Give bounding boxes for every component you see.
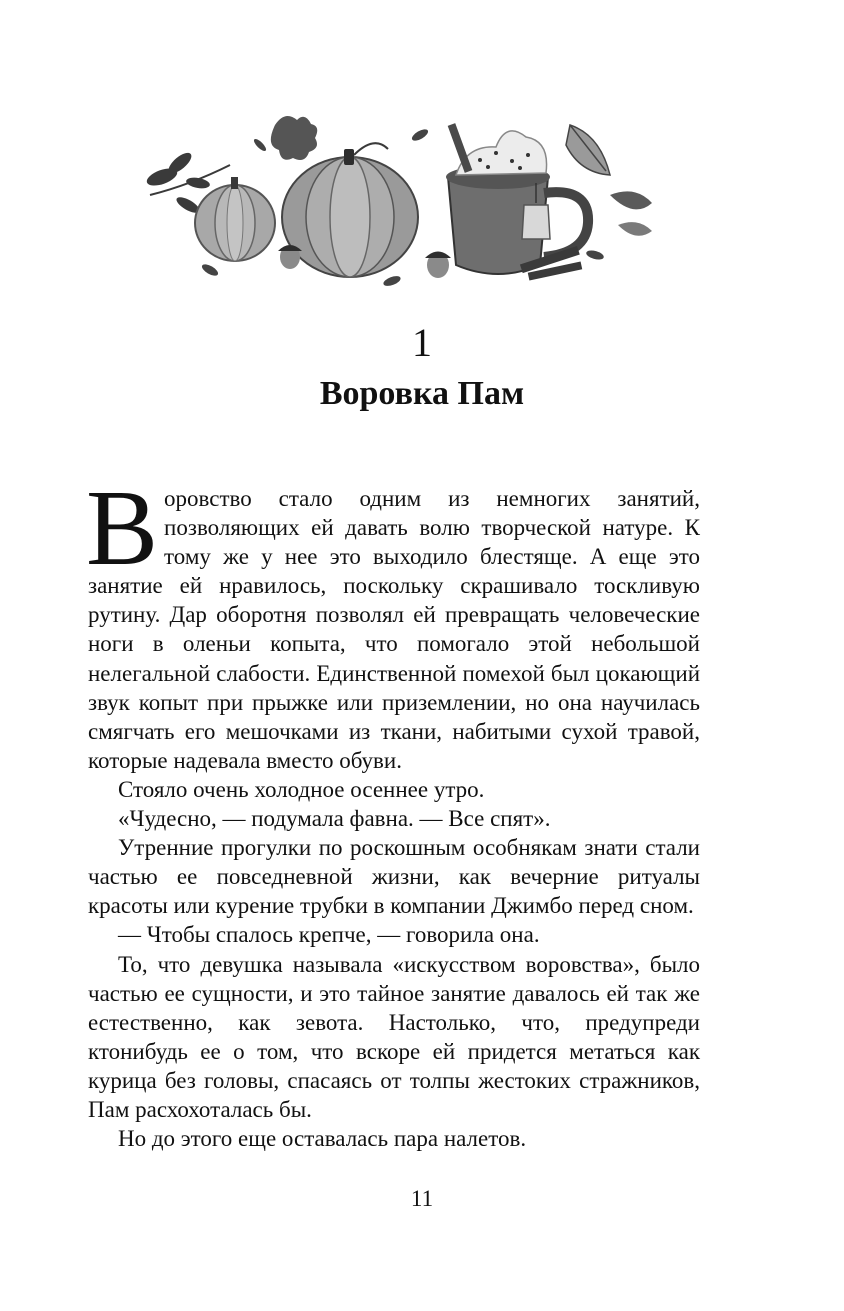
paragraph: — Чтобы спалось крепче, — говорила она. [118, 922, 540, 948]
drop-cap: В [86, 469, 159, 588]
page-number: 11 [410, 1186, 434, 1211]
paragraph: Но до этого еще оставалась пара налетов. [118, 1126, 527, 1152]
paragraph: Стояло очень холодное осеннее утро. [118, 776, 485, 802]
paragraph: То, что девушка называла «искусством воровства», было частью ее сущности, и это тайное занятие давалось ей так же естественно, как зевота. Настолько, что, предупреди ктонибудь ее о том, что вскоре ей придется метаться как курица без головы, спасаясь от толпы жестоких стражников, Пам расхохоталась бы. [88, 951, 700, 1122]
paragraph: «Чудесно, — подумала фавна. — Все спят». [118, 806, 551, 832]
chapter-number: 1 [412, 320, 432, 365]
paragraph: Утренние прогулки по роскошным особнякам знати стали частью ее повседневной жизни, как вечерние ритуалы красоты или курение трубки в компании Джимбо перед сном. [88, 835, 700, 919]
oak-leaf-top-icon [271, 116, 317, 160]
large-pumpkin-icon [282, 143, 418, 277]
small-pumpkin-icon [195, 177, 275, 261]
chapter-title: Воровка Пам [319, 375, 525, 412]
paragraph [86, 469, 700, 775]
chapter-body-text [86, 469, 700, 1153]
autumn-ornament-illustration [140, 105, 660, 295]
paragraph-text: оровство стало одним из немногих занятий, позволяющих ей давать волю творческой натуре. К тому же у нее это выходило блестяще. А еще это занятие ей нравилось, поскольку скрашивало тоскливую рутину. Дар оборотня позволял ей превращать человеческие ноги в оленьи копыта, что помогало этой небольшой нелегальной слабости. Единственной помехой был цокающий звук копыт при прыжке или приземлении, но она научилась смягчать его мешочками из ткани, набитыми сухой травой, которые надевала вместо обуви. [88, 486, 700, 773]
leaf-branch-right-icon [566, 125, 652, 236]
